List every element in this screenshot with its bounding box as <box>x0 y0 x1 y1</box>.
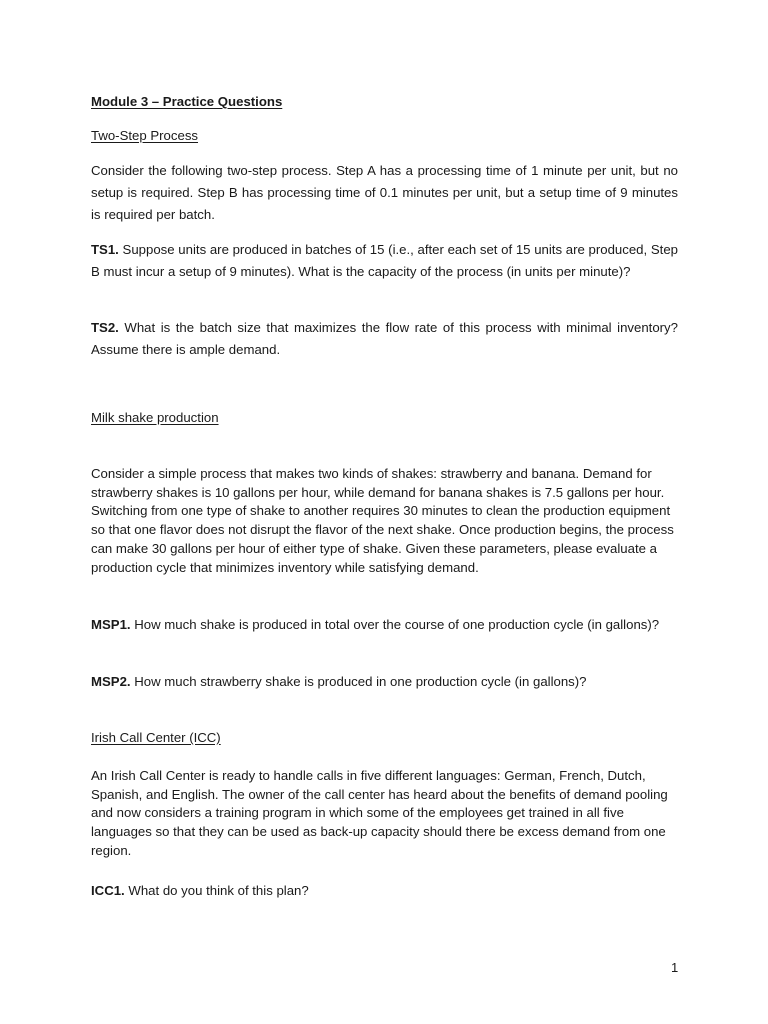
question-msp1 <box>91 616 678 635</box>
section-heading-milk-shake: Milk shake production <box>91 410 219 425</box>
section-heading-icc: Irish Call Center (ICC) <box>91 730 221 745</box>
question-icc1 <box>91 882 678 901</box>
section-heading-two-step: Two-Step Process <box>91 128 199 143</box>
question-msp2 <box>91 673 678 692</box>
question-label: TS2. <box>91 320 119 335</box>
question-label: MSP2. <box>91 674 131 689</box>
question-text: How much shake is produced in total over the course of one production cycle (in gallons)? <box>130 617 660 632</box>
question-ts2 <box>91 317 678 361</box>
question-text: Suppose units are produced in batches of 15 (i.e., after each set of 15 units are produced, Step B must incur a setup of 9 minutes). What is the capacity of the process (in units per minute)? <box>91 242 678 279</box>
question-text: What do you think of this plan? <box>124 883 309 898</box>
icc-intro: An Irish Call Center is ready to handle calls in five different languages: German, French, Dutch, Spanish, and English. The owner of the call center has heard about the benefits of demand pooling and now considers a training program in which some of the employees get trained in all five languages so that they can be used as back-up capacity should there be excess demand from one region. <box>91 768 668 858</box>
module-title: Module 3 – Practice Questions <box>91 94 283 109</box>
milk-shake-intro: Consider a simple process that makes two kinds of shakes: strawberry and banana. Demand for strawberry shakes is 10 gallons per hour, while demand for banana shakes is 7.5 gallons per hour. Switching from one type of shake to another requires 30 minutes to clean the production equipment so that one flavor does not disrupt the flavor of the next shake. Once production begins, the process can make 30 gallons per hour of either type of shake. Given these parameters, please evaluate a production cycle that minimizes inventory while satisfying demand. <box>91 466 674 575</box>
question-label: ICC1. <box>91 883 125 898</box>
two-step-intro: Consider the following two-step process. Step A has a processing time of 1 minute per unit, but no setup is required. Step B has processing time of 0.1 minutes per unit, but a setup time of 9 minutes is required per batch. <box>91 163 678 222</box>
page-number: 1 <box>671 960 679 975</box>
question-label: MSP1. <box>91 617 131 632</box>
question-label: TS1. <box>91 242 119 257</box>
question-text: What is the batch size that maximizes the flow rate of this process with minimal inventory? Assume there is ample demand. <box>91 320 678 357</box>
question-text: How much strawberry shake is produced in one production cycle (in gallons)? <box>130 674 587 689</box>
question-ts1 <box>91 239 678 283</box>
